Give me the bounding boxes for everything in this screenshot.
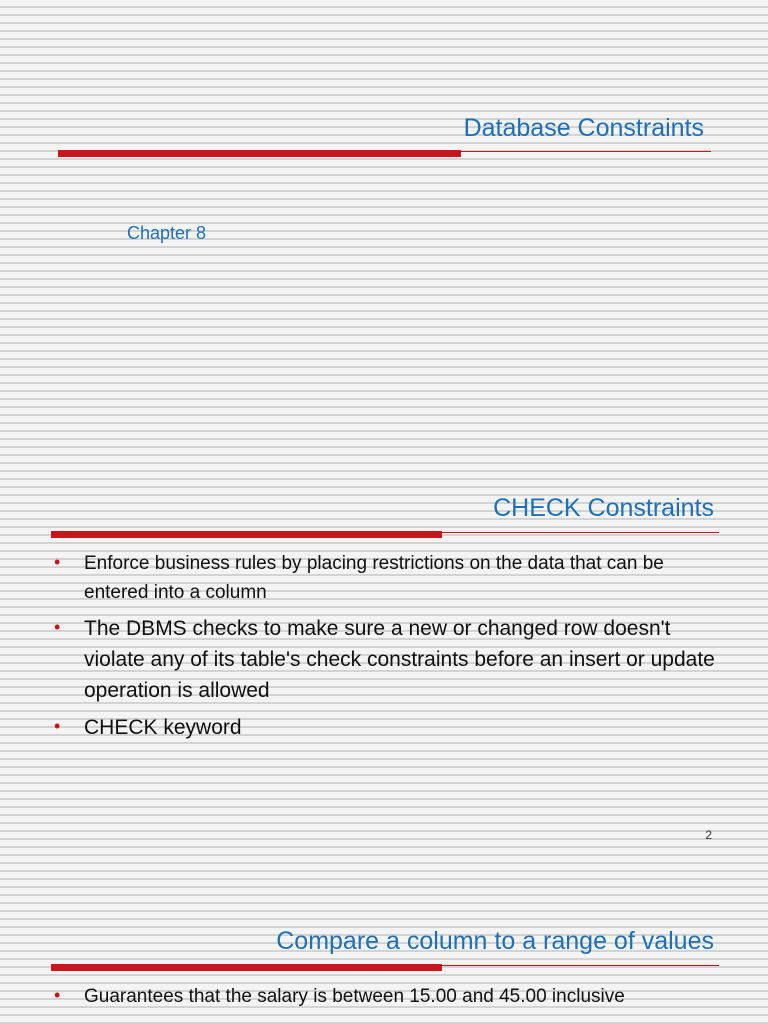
bullet-text: Enforce business rules by placing restrictions on the data that can be entered into a column bbox=[84, 553, 664, 603]
slide-3-bullet-list bbox=[54, 982, 724, 1017]
slide-3-title: Compare a column to a range of values bbox=[276, 927, 714, 955]
page-number: 2 bbox=[705, 828, 712, 842]
slide-1-subtitle: Chapter 8 bbox=[127, 223, 207, 243]
slide-1-title: Database Constraints bbox=[463, 114, 704, 142]
title-underline-line bbox=[442, 965, 719, 966]
bullet-icon: • bbox=[54, 985, 61, 1005]
bullet-text: The DBMS checks to make sure a new or changed row doesn't violate any of its table's check constraints before an insert or update operation is allowed bbox=[84, 617, 715, 702]
bullet-text: Guarantees that the salary is between 15.00 and 45.00 inclusive bbox=[84, 986, 625, 1007]
bullet-text: CHECK keyword bbox=[84, 716, 242, 739]
slide-2-title: CHECK Constraints bbox=[493, 494, 714, 522]
title-underline-bar bbox=[51, 964, 442, 971]
bullet-icon: • bbox=[54, 716, 61, 736]
bullet-icon: • bbox=[54, 552, 61, 572]
bullet-icon: • bbox=[54, 617, 61, 637]
list-item bbox=[54, 982, 724, 1011]
